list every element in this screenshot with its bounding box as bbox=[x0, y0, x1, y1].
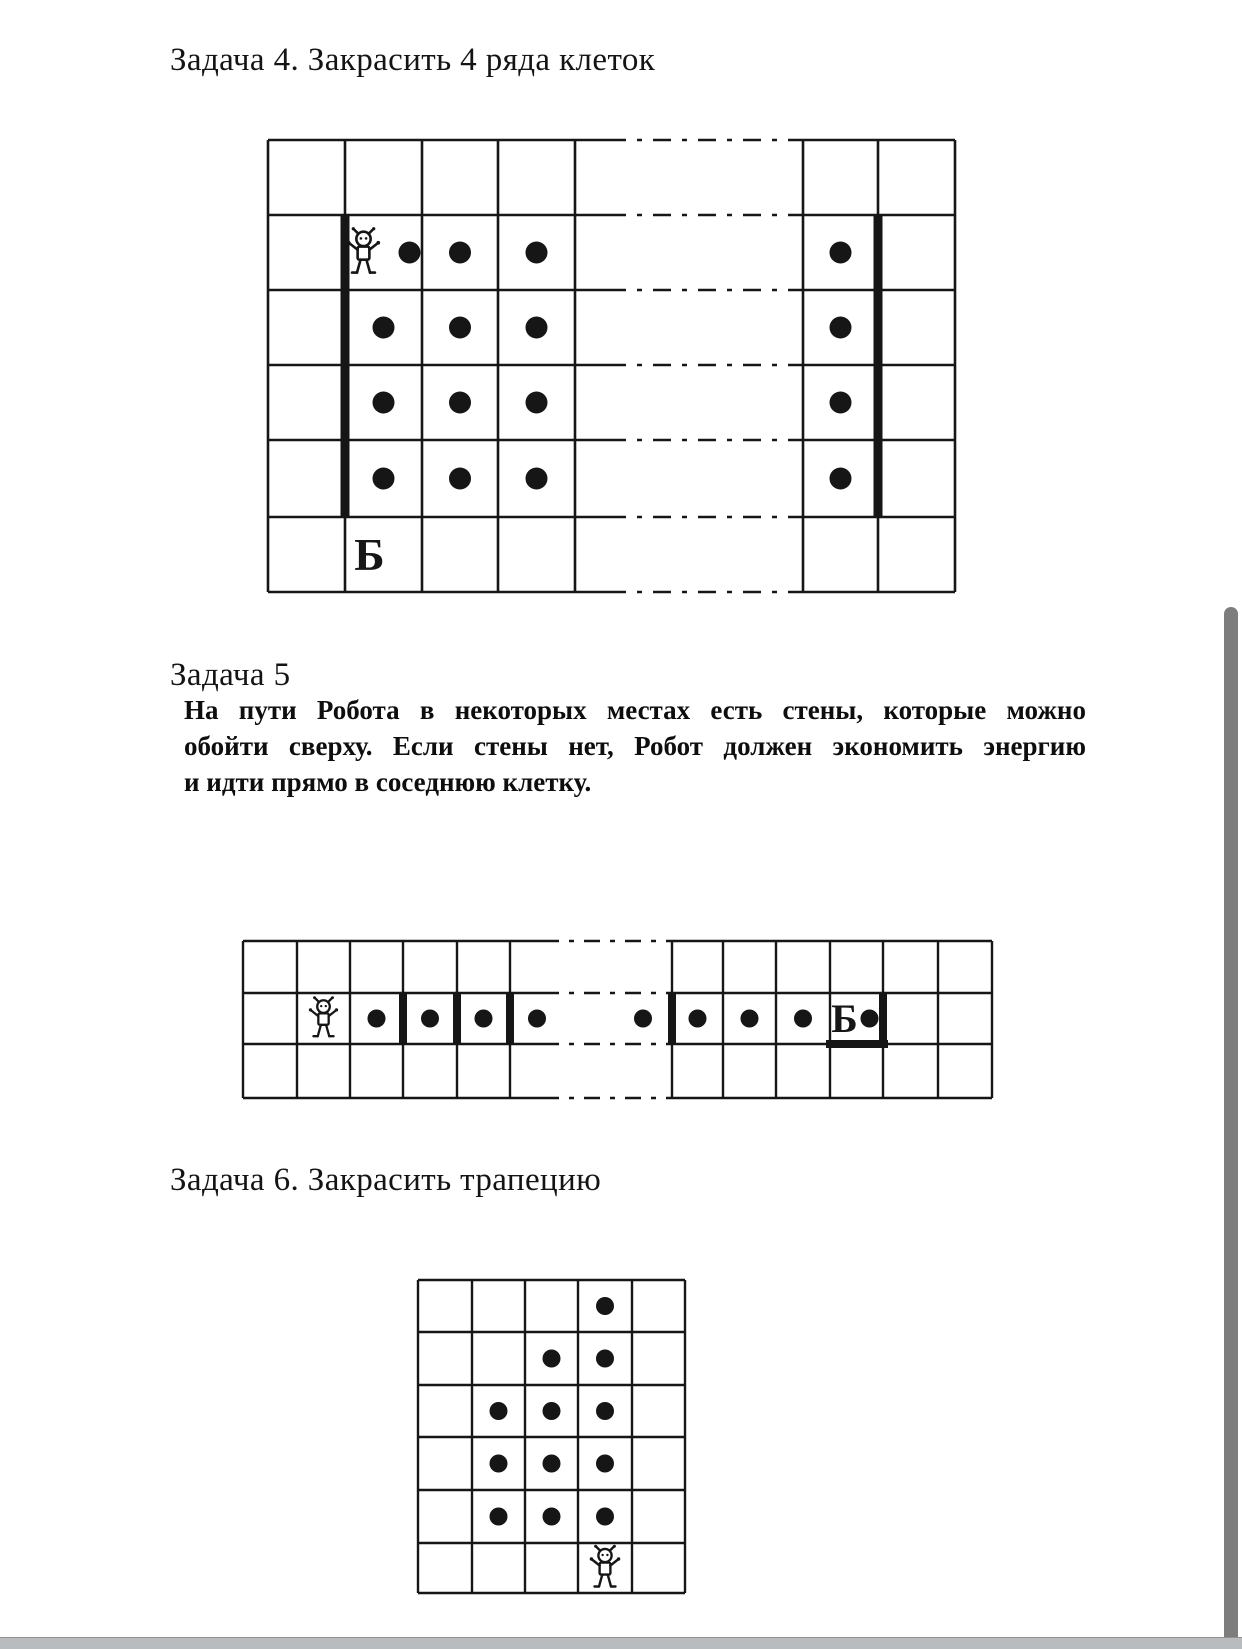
cell-dot bbox=[490, 1455, 508, 1473]
cell-dot bbox=[399, 242, 421, 264]
cell-dot bbox=[543, 1455, 561, 1473]
cell-dot bbox=[634, 1010, 652, 1028]
cell-dot bbox=[421, 1010, 439, 1028]
cell-dot bbox=[830, 392, 852, 414]
task5-grid bbox=[243, 941, 992, 1098]
cell-dot bbox=[526, 392, 548, 414]
task6-grid bbox=[418, 1280, 685, 1593]
task5-title: Задача 5 bbox=[170, 657, 291, 693]
cell-dot bbox=[596, 1297, 614, 1315]
task5-description-line: и идти прямо в соседнюю клетку. bbox=[184, 767, 592, 797]
robot-icon bbox=[309, 996, 338, 1036]
cell-dot bbox=[596, 1455, 614, 1473]
cell-dot bbox=[596, 1508, 614, 1526]
cell-dot bbox=[543, 1402, 561, 1420]
cell-dot bbox=[475, 1010, 493, 1028]
base-label: Б bbox=[831, 996, 858, 1042]
cell-dot bbox=[373, 468, 395, 490]
cell-dot bbox=[449, 242, 471, 264]
cell-dot bbox=[490, 1508, 508, 1526]
cell-dot bbox=[528, 1010, 546, 1028]
cell-dot bbox=[861, 1010, 879, 1028]
cell-dot bbox=[543, 1508, 561, 1526]
cell-dot bbox=[830, 468, 852, 490]
cell-dot bbox=[526, 317, 548, 339]
scrollbar-thumb[interactable] bbox=[1224, 607, 1238, 1637]
cell-dot bbox=[526, 468, 548, 490]
task4-title: Задача 4. Закрасить 4 ряда клеток bbox=[170, 42, 656, 78]
task5-description bbox=[184, 692, 1086, 800]
cell-dot bbox=[449, 468, 471, 490]
cell-dot bbox=[689, 1010, 707, 1028]
cell-dot bbox=[490, 1402, 508, 1420]
cell-dot bbox=[543, 1350, 561, 1368]
cell-dot bbox=[794, 1010, 812, 1028]
cell-dot bbox=[373, 317, 395, 339]
cell-dot bbox=[373, 392, 395, 414]
cell-dot bbox=[596, 1402, 614, 1420]
cell-dot bbox=[596, 1350, 614, 1368]
robot-icon bbox=[347, 227, 380, 272]
task4-grid bbox=[268, 140, 955, 592]
task5-description-line: На пути Робота в некоторых местах есть стены, которые можно bbox=[184, 695, 1086, 725]
cell-dot bbox=[368, 1010, 386, 1028]
cell-dot bbox=[830, 317, 852, 339]
cell-dot bbox=[741, 1010, 759, 1028]
base-label: Б bbox=[354, 529, 385, 581]
robot-icon bbox=[590, 1545, 621, 1587]
task6-title: Задача 6. Закрасить трапецию bbox=[170, 1162, 602, 1198]
task5-description-line: обойти сверху. Если стены нет, Робот должен экономить энергию bbox=[184, 731, 1086, 761]
cell-dot bbox=[449, 317, 471, 339]
cell-dot bbox=[449, 392, 471, 414]
cell-dot bbox=[830, 242, 852, 264]
bottom-bar bbox=[0, 1637, 1242, 1649]
cell-dot bbox=[526, 242, 548, 264]
